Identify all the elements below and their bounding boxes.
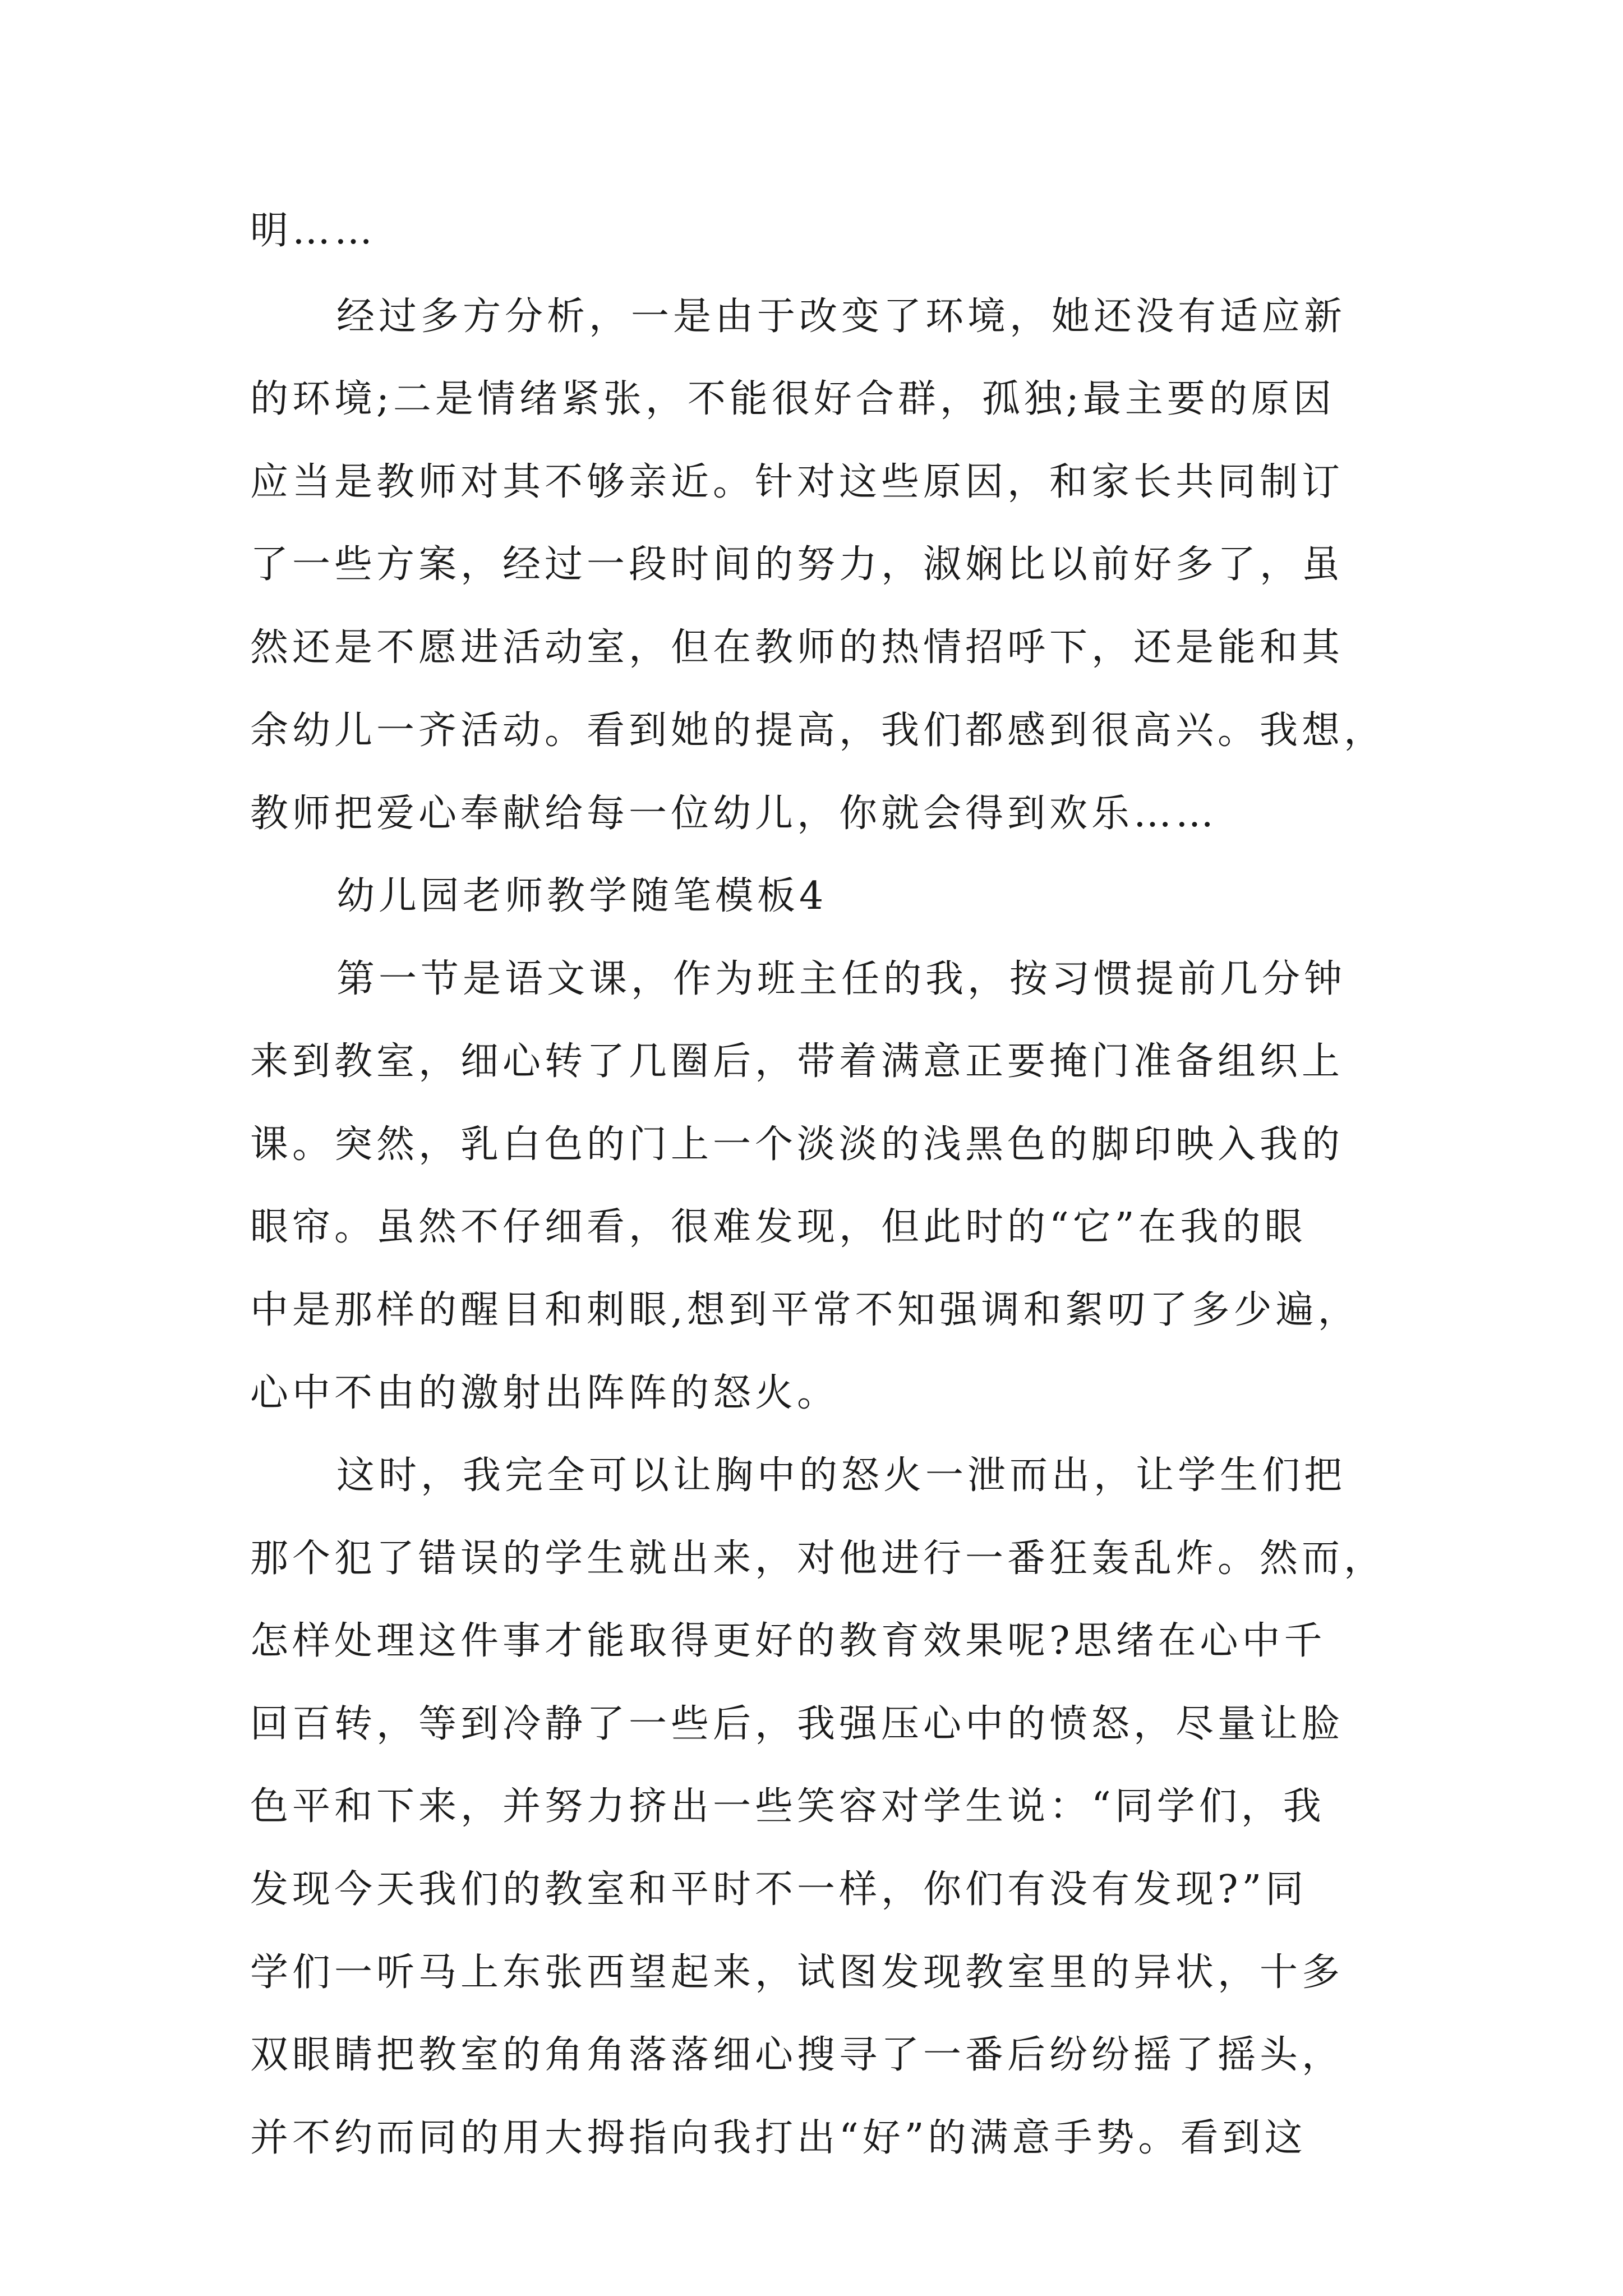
paragraph-first-line: 经过多方分析，一是由于改变了环境，她还没有适应新 [336, 295, 1347, 339]
text-line: 双眼睛把教室的角角落落细心搜寻了一番后纷纷摇了摇头， [250, 2033, 1344, 2077]
text-line: 的环境;二是情绪紧张，不能很好合群，孤独;最主要的原因 [250, 377, 1335, 421]
text-line: 课。突然，乳白色的门上一个淡淡的浅黑色的脚印映入我的 [250, 1122, 1344, 1167]
text-line: 来到教室，细心转了几圈后，带着满意正要掩门准备组织上 [250, 1039, 1344, 1084]
text-line: 那个犯了错误的学生就出来，对他进行一番狂轰乱炸。然而， [250, 1536, 1386, 1581]
text-line: 教师把爱心奉献给每一位幼儿，你就会得到欢乐…… [250, 792, 1218, 836]
text-line: 明…… [250, 209, 377, 253]
text-line: 心中不由的激射出阵阵的怒火。 [250, 1371, 840, 1415]
section-heading: 幼儿园老师教学随笔模板4 [336, 874, 828, 918]
text-line: 了一些方案，经过一段时间的努力，淑娴比以前好多了，虽 [250, 542, 1344, 587]
paragraph-first-line: 第一节是语文课，作为班主任的我，按习惯提前几分钟 [336, 957, 1347, 1001]
text-line: 余幼儿一齐活动。看到她的提高，我们都感到很高兴。我想， [250, 708, 1386, 753]
text-line: 应当是教师对其不够亲近。针对这些原因，和家长共同制订 [250, 460, 1344, 504]
text-line: 回百转，等到冷静了一些后，我强压心中的愤怒，尽量让脸 [250, 1702, 1344, 1746]
text-line: 眼帘。虽然不仔细看，很难发现，但此时的“它”在我的眼 [250, 1205, 1307, 1249]
text-line: 中是那样的醒目和刺眼,想到平常不知强调和絮叨了多少遍， [250, 1288, 1360, 1332]
text-line: 色平和下来，并努力挤出一些笑容对学生说：“同学们，我 [250, 1784, 1325, 1829]
text-line: 并不约而同的用大拇指向我打出“好”的满意手势。看到这 [250, 2116, 1307, 2160]
text-line: 发现今天我们的教室和平时不一样，你们有没有发现?”同 [250, 1867, 1308, 1912]
text-line: 怎样处理这件事才能取得更好的教育效果呢?思绪在心中千 [250, 1619, 1326, 1663]
text-line: 学们一听马上东张西望起来，试图发现教室里的异状，十多 [250, 1950, 1344, 1995]
text-line: 然还是不愿进活动室，但在教师的热情招呼下，还是能和其 [250, 625, 1344, 670]
paragraph-first-line: 这时，我完全可以让胸中的怒火一泄而出，让学生们把 [336, 1453, 1347, 1498]
